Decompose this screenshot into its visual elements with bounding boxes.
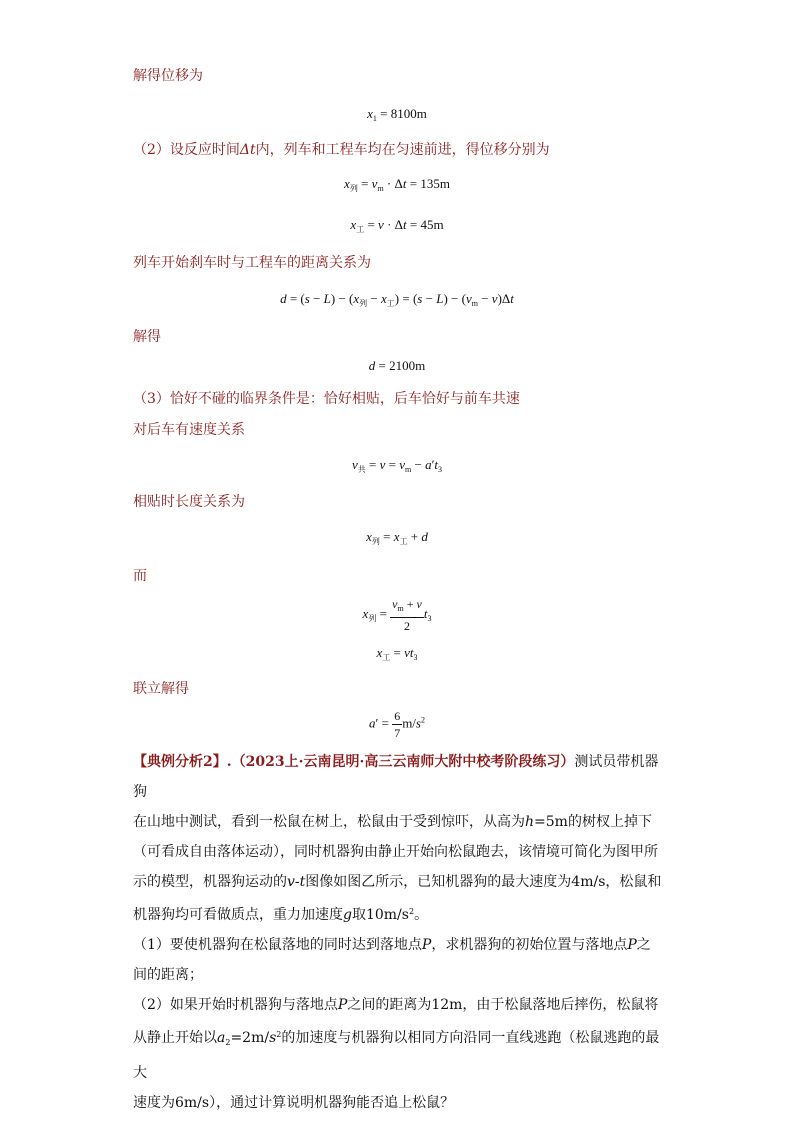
text-combine-solve: 联立解得 — [133, 681, 189, 697]
text-velocity-relation: 对后车有速度关系 — [133, 422, 245, 438]
example-line-3: （可看成自由落体运动），同时机器狗由静止开始向松鼠跑去，该情境可简化为图甲所 — [133, 844, 658, 860]
example-line-2: 在山地中测试，看到一松鼠在树上，松鼠由于受到惊吓，从高为h=5m的树杈上掉下 — [133, 814, 652, 830]
example-line-4: 示的模型，机器狗运动的v-t图像如图乙所示，已知机器狗的最大速度为4m/s，松鼠和 — [133, 874, 662, 890]
text-solve: 解得 — [133, 329, 161, 345]
text-distance-relation: 列车开始刹车时与工程车的距离关系为 — [133, 255, 371, 271]
text-length-relation: 相贴时长度关系为 — [133, 494, 245, 510]
equation-x-engineering: $x_工 = v \cdot \Delta t = 45m$ — [350, 217, 444, 234]
question-2-line-1: （2）如果开始时机器狗与落地点P之间的距离为12m，由于松鼠落地后摔伤，松鼠将 — [133, 997, 659, 1013]
question-2-line-3: 速度为6m/s），通过计算说明机器狗能否追上松鼠？ — [133, 1095, 455, 1111]
question-2-line-2: 从静止开始以$a_2=2m/s^2$的加速度与机器狗以相同方向沿同一直线逃跑（松鼠逃跑的最大 — [133, 1030, 660, 1081]
equation-x-engineering-vt: $x_工 = vt_3$ — [376, 645, 418, 662]
equation-x1: $x_1 = 8100m$ — [367, 106, 427, 123]
equation-x-train-sum: $x_列 = x_工 + d$ — [366, 529, 428, 546]
question-1-line-2: 间的距离； — [133, 967, 203, 983]
text-and: 而 — [133, 568, 147, 584]
equation-d-value: d = 2100m — [368, 358, 426, 373]
example-line-1: 【典例分析2】.（2023上·云南昆明·高三云南师大附中校考阶段练习）测试员带机器狗 — [133, 754, 659, 800]
example-tag: 【典例分析2】.（2023上·云南昆明·高三云南师大附中校考阶段练习） — [133, 754, 575, 770]
equation-a-prime: a′ = $\frac{6}{7}$ $m/s^2$ — [369, 709, 425, 740]
equation-x-train-average: $x_列$ = $\frac{v_m + v}{2}$ $t_3$ — [362, 597, 432, 633]
equation-common-velocity: $v_共 = v = v_m - a't_3$ — [351, 457, 443, 474]
example-analysis-2 — [133, 747, 663, 1118]
text-part3-condition: （3）恰好不碰的临界条件是：恰好相贴，后车恰好与前车共速 — [133, 391, 520, 407]
equation-x-train: $x_列 = v_m \cdot \Delta t = 135m$ — [344, 176, 450, 193]
equation-d-relation: $d = (s - L) - (x_列 - x_工) = (s - L) - (v_m - v)\Delta t$ — [280, 291, 514, 308]
text-solve-displacement: 解得位移为 — [133, 68, 203, 84]
text-part2-intro: （2）设反应时间Δt内，列车和工程车均在匀速前进，得位移分别为 — [133, 142, 550, 158]
example-line-5: 机器狗均可看做质点，重力加速度g取$10m/s^2$。 — [133, 907, 429, 923]
question-1-line-1: （1）要使机器狗在松鼠落地的同时达到落地点P，求机器狗的初始位置与落地点P之 — [133, 937, 651, 953]
